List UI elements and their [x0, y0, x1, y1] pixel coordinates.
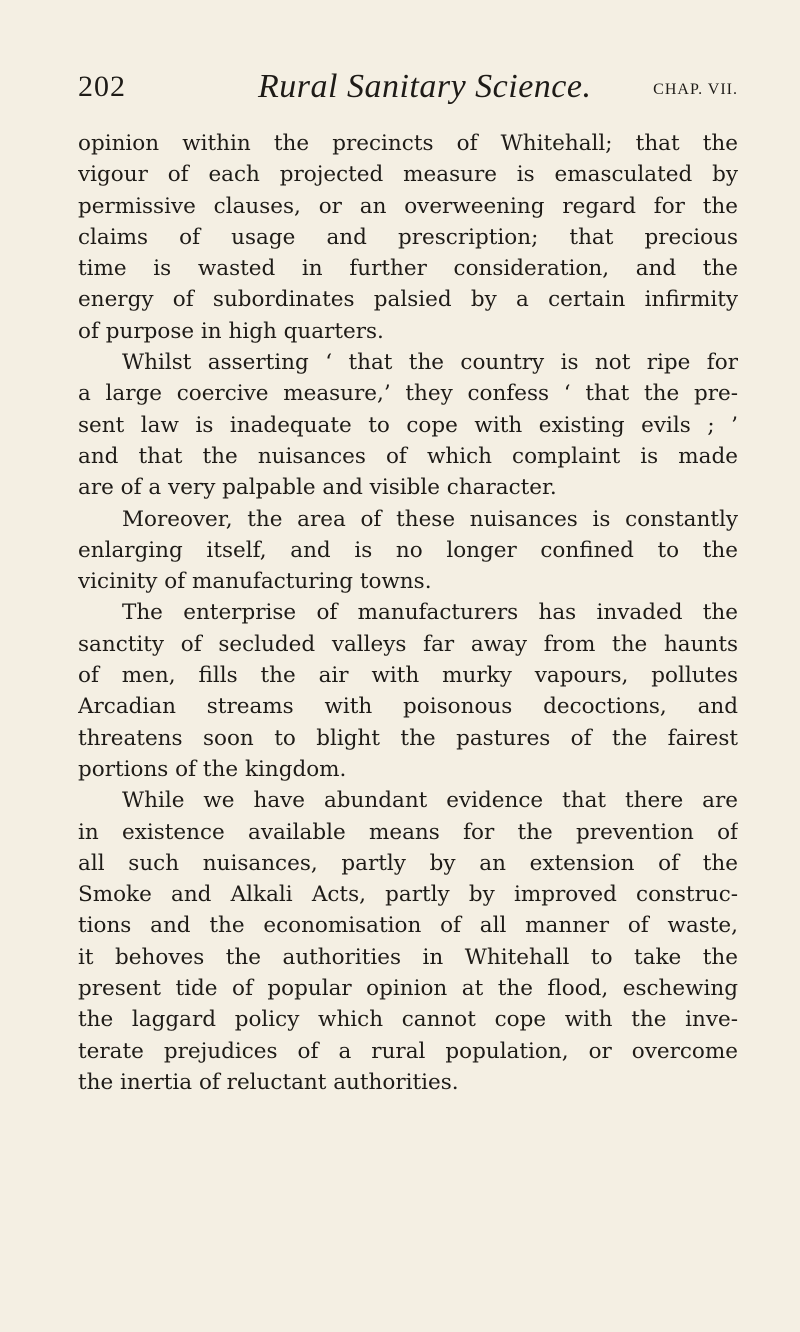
text-line: present tide of popular opinion at the flood, eschewing — [78, 976, 738, 1002]
text-line: the inertia of reluctant authorities. — [78, 1069, 459, 1095]
text-line: a large coercive measure,’ they confess ‘ that the pre- — [78, 381, 738, 407]
text-line: Smoke and Alkali Acts, partly by improved construc- — [78, 882, 738, 908]
text-line: the laggard policy which cannot cope with the inve- — [78, 1007, 738, 1033]
book-page — [78, 70, 738, 1098]
text-line: threatens soon to blight the pastures of the fairest — [78, 725, 738, 751]
text-line: claims of usage and prescription; that precious — [78, 224, 738, 250]
text-line: sent law is inadequate to cope with existing evils ; ’ — [78, 412, 738, 438]
text-line: portions of the kingdom. — [78, 756, 347, 782]
running-head — [78, 70, 738, 120]
text-line: tions and the economisation of all manner of waste, — [78, 913, 738, 939]
text-line: energy of subordinates palsied by a certain infirmity — [78, 287, 738, 313]
text-line: it behoves the authorities in Whitehall to take the — [78, 944, 738, 970]
text-line: vigour of each projected measure is emasculated by — [78, 162, 738, 188]
text-line: all such nuisances, partly by an extension of the — [78, 850, 738, 876]
text-line: permissive clauses, or an overweening regard for the — [78, 193, 738, 219]
text-line: time is wasted in further consideration, and the — [78, 256, 738, 282]
text-line: of men, fills the air with murky vapours, pollutes — [78, 663, 738, 689]
running-title: Rural Sanitary Science. — [258, 68, 592, 105]
text-line: opinion within the precincts of Whitehall; that the — [78, 131, 738, 156]
text-line: in existence available means for the prevention of — [78, 819, 738, 845]
text-line: Arcadian streams with poisonous decoctions, and — [78, 694, 738, 720]
text-line: The enterprise of manufacturers has invaded the — [122, 600, 738, 626]
text-line: Whilst asserting ‘ that the country is not ripe for — [122, 350, 738, 376]
text-line: and that the nuisances of which complaint is made — [78, 443, 738, 469]
page-number: 202 — [78, 70, 126, 103]
body-text — [78, 128, 738, 1098]
text-line: Moreover, the area of these nuisances is constantly — [122, 506, 738, 532]
text-line: terate prejudices of a rural population, or overcome — [78, 1038, 738, 1064]
text-line: vicinity of manufacturing towns. — [78, 569, 432, 595]
text-line: of purpose in high quarters. — [78, 318, 384, 344]
text-line: sanctity of secluded valleys far away from the haunts — [78, 631, 738, 657]
text-line: enlarging itself, and is no longer confined to the — [78, 537, 738, 563]
chapter-label: CHAP. VII. — [653, 81, 738, 98]
text-line: While we have abundant evidence that there are — [122, 788, 738, 814]
text-line: are of a very palpable and visible character. — [78, 475, 557, 501]
